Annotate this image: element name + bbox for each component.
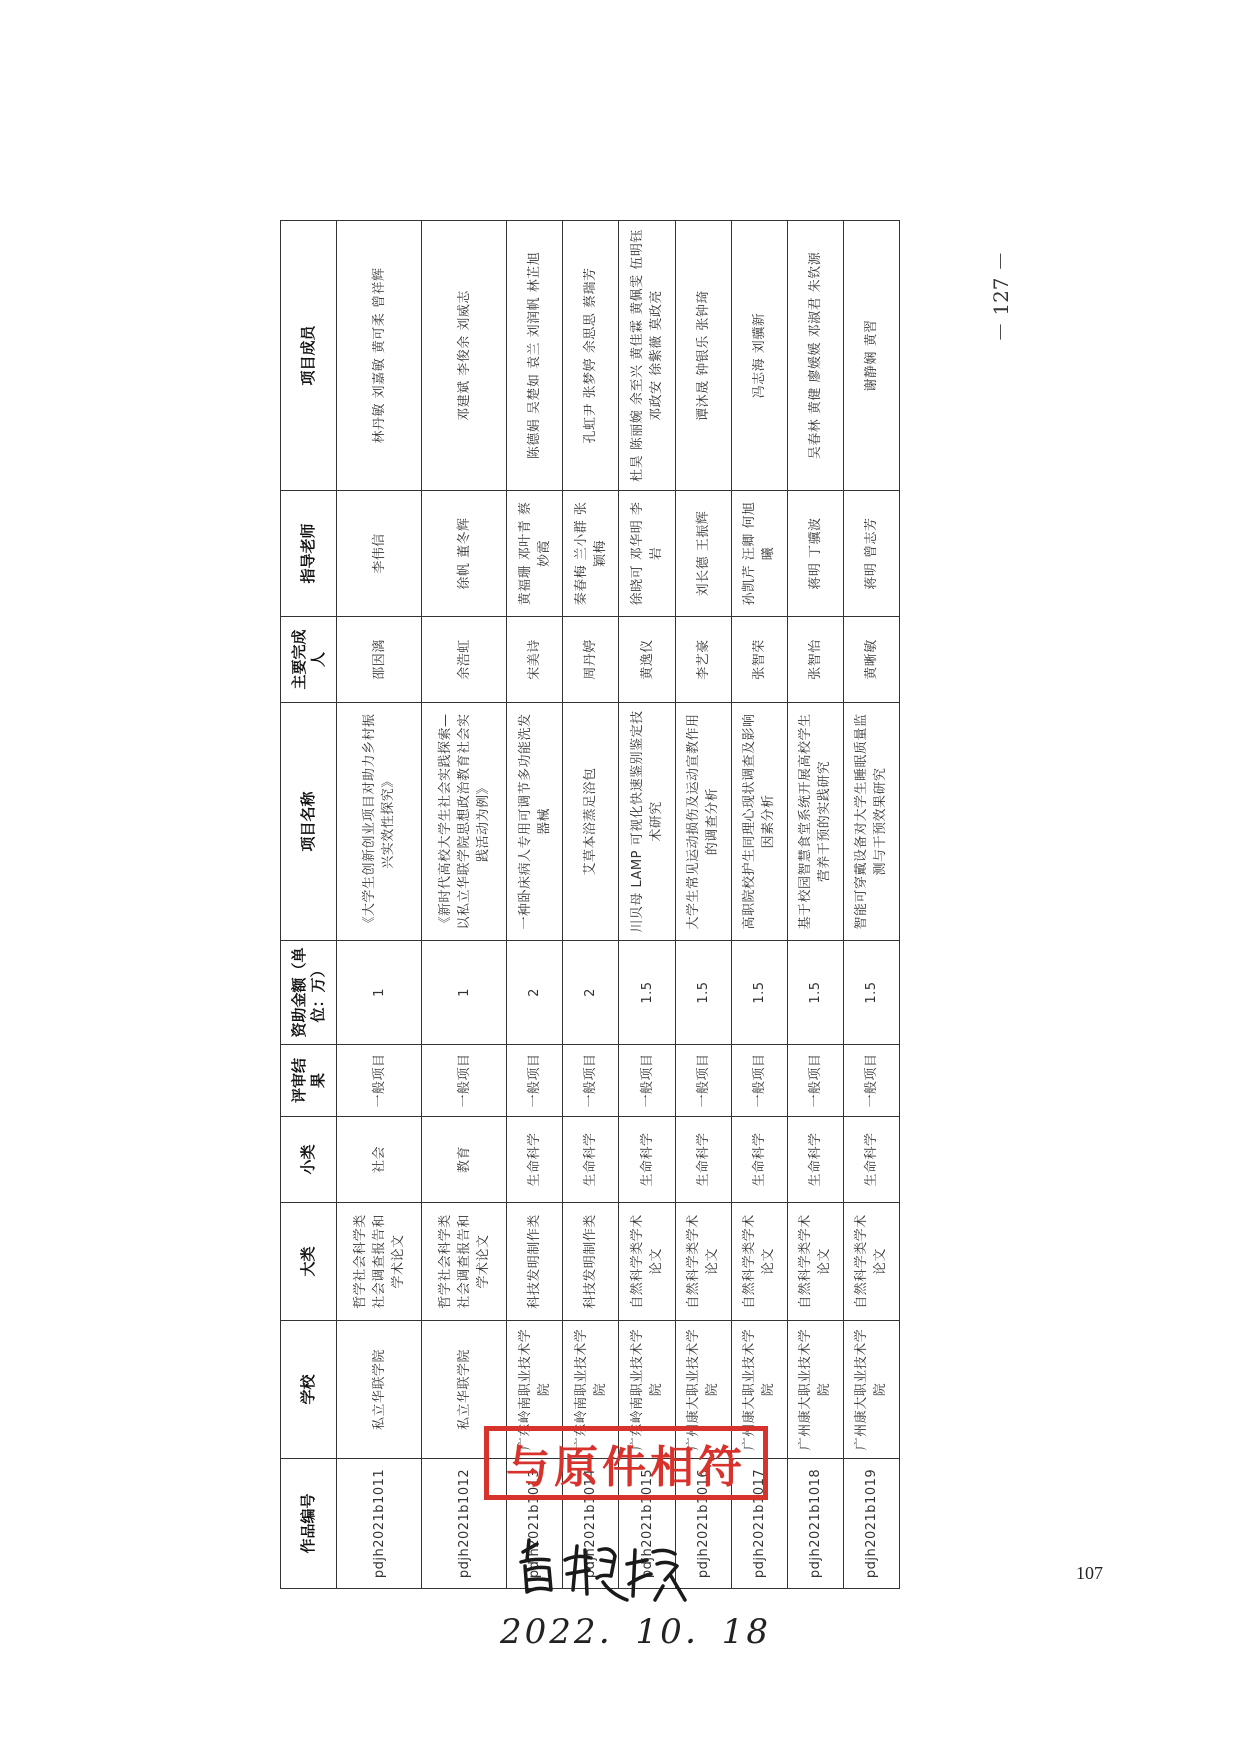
table-row: [507, 221, 563, 1589]
header-cell: 作品编号: [281, 1459, 337, 1589]
stamp-text: 与原件相符: [506, 1442, 746, 1493]
table-cell: pdjh2021b1018: [787, 1459, 843, 1589]
project-table: [280, 220, 900, 1589]
table-cell: 蒋明 曾志芳: [843, 491, 899, 617]
table-cell: 私立华联学院: [337, 1321, 422, 1459]
table-row: [675, 221, 731, 1589]
table-cell: 一般项目: [337, 1045, 422, 1117]
table-cell: pdjh2021b1013: [507, 1459, 563, 1589]
table-cell: 一般项目: [563, 1045, 619, 1117]
table-cell: 基于校园智慧食堂系统开展高校学生营养干预的实践研究: [787, 703, 843, 941]
header-cell: 学校: [281, 1321, 337, 1459]
table-cell: 生命科学: [731, 1117, 787, 1203]
table-cell: 广州康大职业技术学院: [731, 1321, 787, 1459]
table-cell: 张智怡: [787, 617, 843, 703]
table-cell: 教育: [422, 1117, 507, 1203]
header-cell: 主要完成人: [281, 617, 337, 703]
table-cell: 私立华联学院: [422, 1321, 507, 1459]
table-cell: 一种卧床病人专用可调节多功能洗发器械: [507, 703, 563, 941]
table-cell: 广东岭南职业技术学院: [563, 1321, 619, 1459]
table-cell: 广州康大职业技术学院: [675, 1321, 731, 1459]
table-cell: 川贝母 LAMP 可视化快速鉴别鉴定技术研究: [619, 703, 675, 941]
table-cell: 徐帆 董冬辉: [422, 491, 507, 617]
header-cell: 小类: [281, 1117, 337, 1203]
table-cell: 广东岭南职业技术学院: [507, 1321, 563, 1459]
header-cell: 指导老师: [281, 491, 337, 617]
table-cell: 1.5: [619, 941, 675, 1045]
table-cell: 余浩虹: [422, 617, 507, 703]
table-cell: 科技发明制作类: [563, 1203, 619, 1321]
table-cell: 1.5: [731, 941, 787, 1045]
header-cell: 项目名称: [281, 703, 337, 941]
table-cell: 生命科学: [843, 1117, 899, 1203]
table-cell: 2: [563, 941, 619, 1045]
table-cell: 自然科学类学术论文: [731, 1203, 787, 1321]
table-cell: pdjh2021b1017: [731, 1459, 787, 1589]
table-cell: 生命科学: [675, 1117, 731, 1203]
table-cell: 吴春林 黄健 廖媛媛 邓淑君 朱钦源: [787, 221, 843, 491]
table-cell: 张智荣: [731, 617, 787, 703]
table-header-row: [281, 221, 337, 1589]
table-row: [563, 221, 619, 1589]
table-cell: 刘长德 王振辉: [675, 491, 731, 617]
table-cell: 艾草本浴蒸足浴包: [563, 703, 619, 941]
table-cell: 哲学社会科学类社会调查报告和学术论文: [337, 1203, 422, 1321]
table-cell: 一般项目: [422, 1045, 507, 1117]
table-cell: 蒋明 丁骥波: [787, 491, 843, 617]
table-cell: pdjh2021b1019: [843, 1459, 899, 1589]
table-row: [787, 221, 843, 1589]
table-cell: 谭沐晟 钟银乐 张钟琦: [675, 221, 731, 491]
table-cell: 2: [507, 941, 563, 1045]
table-cell: 生命科学: [619, 1117, 675, 1203]
table-cell: 周丹婷: [563, 617, 619, 703]
table-cell: 黄晰敏: [843, 617, 899, 703]
table-cell: 《新时代高校大学生社会实践探索—以私立华联学院思想政治教育社会实践活动为例》: [422, 703, 507, 941]
table-cell: pdjh2021b1015: [619, 1459, 675, 1589]
header-cell: 评审结果: [281, 1045, 337, 1117]
table-cell: pdjh2021b1011: [337, 1459, 422, 1589]
table-cell: 秦春梅 兰小群 张颖梅: [563, 491, 619, 617]
table-cell: pdjh2021b1014: [563, 1459, 619, 1589]
table-cell: 李艺豪: [675, 617, 731, 703]
table-cell: 1.5: [843, 941, 899, 1045]
table-cell: 冯志海 刘骥新: [731, 221, 787, 491]
table-cell: 生命科学: [563, 1117, 619, 1203]
table-cell: 宋美诗: [507, 617, 563, 703]
table-cell: pdjh2021b1012: [422, 1459, 507, 1589]
table-cell: 自然科学类学术论文: [675, 1203, 731, 1321]
table-cell: 黄福珊 邓叶青 蔡妙霞: [507, 491, 563, 617]
header-cell: 项目成员: [281, 221, 337, 491]
table-cell: 生命科学: [787, 1117, 843, 1203]
page-number-text: － 127 －: [989, 251, 1013, 342]
table-cell: 一般项目: [675, 1045, 731, 1117]
table-cell: 一般项目: [843, 1045, 899, 1117]
certification-stamp: [484, 1426, 768, 1500]
table-row: [731, 221, 787, 1589]
rotated-table-container: [280, 221, 900, 1589]
table-cell: 李伟信: [337, 491, 422, 617]
table-cell: 一般项目: [787, 1045, 843, 1117]
handwritten-date: 2022．10．18: [500, 1612, 772, 1652]
table-row: [422, 221, 507, 1589]
header-cell: 资助金额（单位：万）: [281, 941, 337, 1045]
footer-page-number: 107: [1076, 1563, 1103, 1583]
table-cell: 黄逸仪: [619, 617, 675, 703]
table-cell: 1.5: [787, 941, 843, 1045]
table-cell: 自然科学类学术论文: [843, 1203, 899, 1321]
table-cell: 陈德娟 吴楚如 袁兰 刘润帆 林芷旭: [507, 221, 563, 491]
table-row: [619, 221, 675, 1589]
table-cell: 哲学社会科学类社会调查报告和学术论文: [422, 1203, 507, 1321]
table-cell: 1: [337, 941, 422, 1045]
table-cell: 社会: [337, 1117, 422, 1203]
page-number: [985, 251, 1013, 342]
table-cell: 智能可穿戴设备对大学生睡眠质量监测与干预效果研究: [843, 703, 899, 941]
table-cell: 邵因漓: [337, 617, 422, 703]
table-cell: 一般项目: [731, 1045, 787, 1117]
table-cell: 科技发明制作类: [507, 1203, 563, 1321]
table-cell: pdjh2021b1016: [675, 1459, 731, 1589]
table-cell: 自然科学类学术论文: [787, 1203, 843, 1321]
table-cell: 自然科学类学术论文: [619, 1203, 675, 1321]
table-cell: 孔虹尹 张梦婷 余思思 蔡瑞芳: [563, 221, 619, 491]
table-cell: 广州康大职业技术学院: [787, 1321, 843, 1459]
handwritten-signature: [515, 1530, 695, 1610]
table-row: [337, 221, 422, 1589]
table-body: [337, 221, 900, 1589]
table-cell: 邓建斌 李俊余 刘威志: [422, 221, 507, 491]
table-cell: 广东岭南职业技术学院: [619, 1321, 675, 1459]
table-cell: 广州康大职业技术学院: [843, 1321, 899, 1459]
table-cell: 一般项目: [619, 1045, 675, 1117]
table-cell: 1: [422, 941, 507, 1045]
table-cell: 生命科学: [507, 1117, 563, 1203]
table-cell: 《大学生创新创业项目对助力乡村振兴实效性探究》: [337, 703, 422, 941]
table-cell: 孙凯芹 汪卿 何旭曦: [731, 491, 787, 617]
table-cell: 高职院校护生同理心现状调查及影响因素分析: [731, 703, 787, 941]
table-cell: 1.5: [675, 941, 731, 1045]
header-cell: 大类: [281, 1203, 337, 1321]
table-cell: 徐晓可 邓华明 李岩: [619, 491, 675, 617]
table-cell: 谢静娴 黄習: [843, 221, 899, 491]
table-cell: 一般项目: [507, 1045, 563, 1117]
table-cell: 杜昊 陈丽婉 余至兴 黄佳霖 黄佩雯 伍明钰 邓政安 徐紫薇 莫政亮: [619, 221, 675, 491]
table-cell: 林丹敏 刘嘉敏 黄可柔 曾祥辉: [337, 221, 422, 491]
table-row: [843, 221, 899, 1589]
table-cell: 大学生常见运动损伤及运动宣教作用的调查分析: [675, 703, 731, 941]
